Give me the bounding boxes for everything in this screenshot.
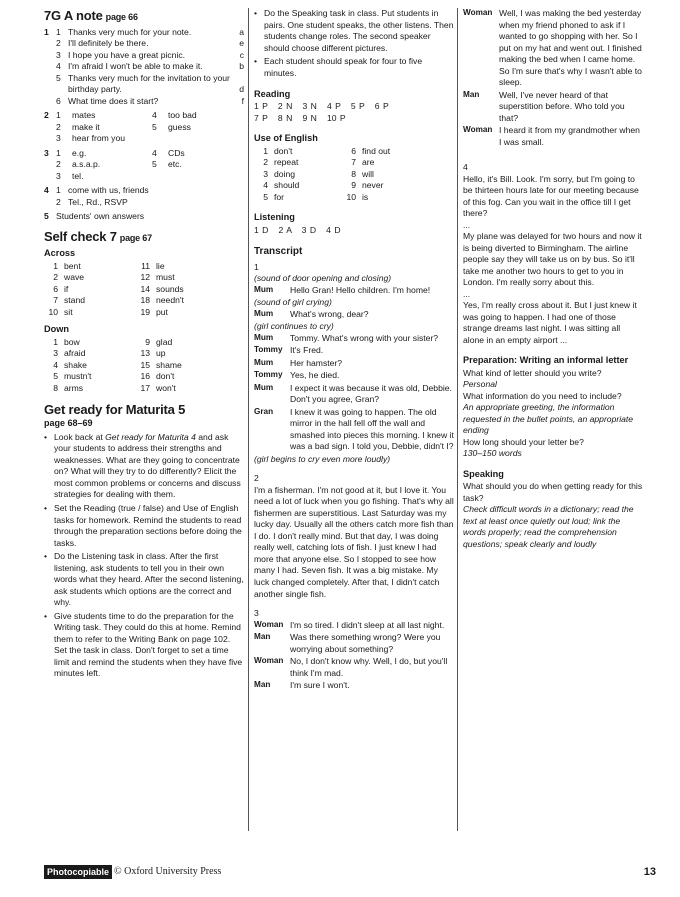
- item-number: [152, 133, 164, 145]
- item-number: 4: [263, 180, 268, 191]
- list-item: [56, 96, 244, 108]
- list-item: [136, 284, 244, 296]
- dialogue-line: Woman I'm so tired. I didn't sleep at all last night.: [254, 619, 445, 630]
- item-number: 3: [263, 168, 268, 179]
- item-text: afraid: [64, 348, 86, 359]
- item-text: Thanks very much for the invitation to your birthday party.: [68, 72, 230, 95]
- item-number: 2: [56, 196, 61, 207]
- list-item: [56, 133, 148, 145]
- item-number: 2: [263, 157, 268, 168]
- page-number: 13: [643, 866, 656, 878]
- speaking-title: Speaking: [463, 468, 504, 479]
- item-number: 2: [56, 159, 61, 170]
- prep-answer: Personal: [463, 379, 497, 390]
- dialogue-line: Mum I expect it was because it was old, Debbie. Don't you agree, Gran?: [254, 382, 452, 405]
- item-number: 2: [56, 121, 61, 132]
- list-item: • Set the Reading (true / false) and Use of English tasks for homework. Remind the students to read through the preparation sections before doing the tasks.: [44, 503, 244, 549]
- down-label: Down: [44, 324, 70, 335]
- uoe-answers: [254, 146, 454, 204]
- item-number: 4: [152, 110, 157, 121]
- item-number: 3: [56, 170, 61, 181]
- list-item: [152, 110, 244, 122]
- item-text: sounds: [156, 283, 184, 294]
- list-item: [56, 122, 148, 134]
- item-answer: e: [239, 38, 244, 49]
- transcript-2-text: I'm a fisherman. I'm not good at it, but I love it. You need a lot of luck when you go fishing. That's why all fishermen are superstitious. Last Saturday was my lucky day. Usually all the others catch more fish than I do. I don't really mind. But that day, I was doing really well, catching lots of fish. I just knew I had more that anyone else. So I stopped to see how many I had. Seven fish. It was a big mistake. My luck changed completely. After that, I didn't catch another single fish.: [254, 484, 454, 599]
- list-item: [254, 157, 342, 169]
- dialogue-line: Gran I knew it was going to happen. The old mirror in the hall fell off the wall and smashed into pieces this morning. I knew it was a bad sign. I told you, Debbie, didn't I?: [254, 406, 454, 452]
- item-text: I'm afraid I won't be able to make it.: [68, 61, 203, 72]
- item-number: 5: [152, 121, 157, 132]
- list-item: [342, 146, 454, 158]
- item-text: should: [274, 180, 300, 191]
- item-text: shame: [156, 359, 182, 370]
- reading-answers-1: 1 P 2 N 3 N 4 P 5 P 6 P: [254, 101, 389, 112]
- list-item: • Look back at Get ready for Maturita 4 and ask your students to address their strengths and weaknesses. What are they going to concentrate on? What will they try to do differently? Elicit the most common problems or concerns and discuss strategies for dealing with them.: [44, 432, 244, 501]
- item-number: 9: [145, 336, 150, 347]
- exercise-3: 3 1 e.g. 4 CDs 2 a.s.a.p. 5 etc. 3 tel.: [44, 148, 244, 183]
- item-number: 1: [263, 145, 268, 156]
- item-number: 13: [140, 348, 150, 359]
- item-number: 5: [152, 159, 157, 170]
- list-item: [136, 348, 244, 360]
- prep-title: Preparation: Writing an informal letter: [463, 355, 629, 366]
- item-text: is: [362, 191, 369, 202]
- ellipsis: ...: [463, 219, 471, 230]
- publisher: © Oxford University Press: [114, 866, 222, 877]
- list-item: [56, 50, 244, 62]
- dialogue-line: Mum Hello Gran! Hello children. I'm home!: [254, 284, 431, 295]
- item-number: 3: [56, 49, 61, 60]
- item-text: won't: [156, 382, 176, 393]
- item-answer: b: [239, 61, 244, 72]
- item-number: 4: [53, 359, 58, 370]
- dialogue-line: Tommy Yes, he died.: [254, 370, 340, 381]
- list-item: [136, 307, 244, 319]
- item-text: for: [274, 191, 285, 202]
- list-item: [136, 360, 244, 372]
- list-item: • Do the Speaking task in class. Put students in pairs. One student speaks, the other listens. Then students change roles. The second speaker should choose different pictures.: [254, 8, 454, 54]
- item-number: 6: [351, 145, 356, 156]
- item-text: tel.: [72, 170, 84, 181]
- item-text: must: [156, 272, 175, 283]
- item-number: 9: [351, 180, 356, 191]
- item-text: e.g.: [72, 147, 87, 158]
- speaking-question: What should you do when getting ready for this task?: [463, 481, 643, 503]
- item-number: 8: [53, 382, 58, 393]
- item-text: guess: [168, 121, 191, 132]
- list-item: [56, 27, 244, 39]
- dialogue-line: Man Was there something wrong? Were you worrying about something?: [254, 632, 441, 654]
- list-item: [136, 371, 244, 383]
- item-text: make it: [72, 121, 100, 132]
- transcript-4-number: 4: [463, 162, 468, 173]
- item-text: bent: [64, 260, 81, 271]
- dialogue-line: Mum What's wrong, dear?: [254, 308, 369, 319]
- exercise-2: 2 1 mates 4 too bad 2 make it 5 guess 3 hear from you: [44, 110, 244, 145]
- list-item: [136, 295, 244, 307]
- list-item: [56, 159, 148, 171]
- list-item: • Do the Listening task in class. After the first listening, ask students to tell you in their own words what they heard. After the second listening, ask students which options are the correct and why.: [44, 551, 244, 609]
- footer: [44, 864, 656, 880]
- list-item: [342, 169, 454, 181]
- item-number: 12: [140, 272, 150, 283]
- item-text: [168, 133, 244, 145]
- list-item: [136, 272, 244, 284]
- list-item: [44, 284, 136, 296]
- list-item: [44, 360, 136, 372]
- item-number: 4: [152, 147, 157, 158]
- section-title-maturita: Get ready for Maturita 5: [44, 402, 186, 418]
- list-item: [342, 192, 454, 204]
- list-item: [44, 337, 136, 349]
- list-item: • Give students time to do the preparation for the Writing task. They could do this at home. Remind them to refer to the Writing Bank on page 102. Set the task in class. Don't forget to set a time limit and remind the students when they have five minutes left.: [44, 611, 244, 680]
- item-text: mates: [72, 110, 96, 121]
- item-number: 1: [53, 260, 58, 271]
- list-item: [342, 180, 454, 192]
- list-item: [152, 148, 244, 160]
- exercise-1: 1 1 Thanks very much for your note. a 2 I'll definitely be there. e 3 I hope you have a great picnic. c 4 I'm afraid I won't be able to make it. b 5 Thanks very much for the invitation to your birthday party. d 6 What time does it start? f: [44, 26, 244, 106]
- list-item: [254, 146, 342, 158]
- dialogue-line: Man Well, I've never heard of that superstition before. Who told you that?: [463, 89, 625, 123]
- transcript-title: Transcript: [254, 246, 303, 258]
- item-text: will: [362, 168, 374, 179]
- list-item: [342, 157, 454, 169]
- listening-answers: 1 D 2 A 3 D 4 D: [254, 224, 341, 235]
- transcript-4-p2: My plane was delayed for two hours and now it is being diverted to Birmingham. The airline people say they will take us on by bus. So it'll take me another two hours to get to you in London. I'm really sorry about this.: [463, 231, 642, 288]
- item-number: 8: [351, 168, 356, 179]
- list-item: [56, 110, 148, 122]
- speaking-bullets: [254, 8, 454, 79]
- item-text: Tel., Rd., RSVP: [68, 196, 128, 207]
- item-text: doing: [274, 168, 296, 179]
- list-item: [254, 169, 342, 181]
- item-text: never: [362, 180, 384, 191]
- item-answer: a: [239, 26, 244, 37]
- dialogue-line: Woman Well, I was making the bed yesterday when my friend phoned to ask if I wanted to go shopping with her. So I put on my hat and went out. I finished making the bed when I came home. So I'm sure that's why I wasn't able to sleep.: [463, 8, 642, 88]
- item-number: 5: [56, 72, 61, 83]
- item-number: 19: [140, 306, 150, 317]
- list-item: [152, 122, 244, 134]
- item-text: hear from you: [72, 133, 126, 144]
- list-item: [44, 383, 136, 395]
- item-answer: c: [239, 49, 244, 60]
- section-title-7g: 7G A note page 66: [44, 8, 138, 23]
- exercise-5: 5 Students' own answers: [44, 211, 145, 222]
- item-number: 3: [53, 348, 58, 359]
- photocopiable-badge: Photocopiable: [44, 865, 112, 879]
- item-text: [168, 171, 244, 183]
- item-number: 6: [56, 95, 61, 106]
- item-text: put: [156, 306, 168, 317]
- item-number: [152, 171, 164, 183]
- item-number: 1: [56, 26, 61, 37]
- item-number: 17: [140, 382, 150, 393]
- item-text: repeat: [274, 157, 299, 168]
- list-item: • Each student should speak for four to five minutes.: [254, 56, 454, 79]
- item-number: 7: [351, 157, 356, 168]
- prep-question: What kind of letter should you write?: [463, 367, 602, 378]
- item-number: 2: [56, 38, 61, 49]
- item-number: 11: [141, 260, 150, 271]
- item-answer: f: [241, 95, 244, 106]
- list-item: [136, 261, 244, 273]
- item-number: 15: [140, 359, 150, 370]
- item-text: a.s.a.p.: [72, 159, 101, 170]
- item-text: don't: [156, 371, 175, 382]
- item-text: too bad: [168, 110, 197, 121]
- prep-answer: An appropriate greeting, the information requested in the bullet points, an appropriate ending: [463, 402, 634, 436]
- stage-direction: (sound of girl crying): [254, 297, 332, 308]
- item-number: 1: [53, 336, 58, 347]
- item-text: needn't: [156, 295, 184, 306]
- list-item: [56, 61, 244, 73]
- item-text: sit: [64, 306, 73, 317]
- ellipsis: ...: [463, 288, 471, 299]
- item-text: etc.: [168, 159, 182, 170]
- exercise-4: 4 1 come with us, friends 2 Tel., Rd., RSVP: [44, 185, 244, 208]
- list-item: [44, 348, 136, 360]
- item-text: up: [156, 348, 166, 359]
- item-number: 1: [56, 185, 61, 196]
- list-item: [152, 133, 244, 145]
- list-item: [56, 73, 244, 96]
- list-item: [56, 148, 148, 160]
- item-number: 18: [140, 295, 150, 306]
- item-text: are: [362, 157, 375, 168]
- item-number: 4: [56, 61, 61, 72]
- transcript-2-number: 2: [254, 473, 259, 484]
- transcript-3-number: 3: [254, 608, 259, 619]
- across-label: Across: [44, 248, 76, 259]
- item-number: 5: [263, 191, 268, 202]
- item-text: I'll definitely be there.: [68, 38, 149, 49]
- item-text: bow: [64, 336, 80, 347]
- item-number: 1: [56, 147, 61, 158]
- item-text: find out: [362, 145, 391, 156]
- item-number: 1: [56, 110, 61, 121]
- item-text: Thanks very much for your note.: [68, 26, 192, 37]
- item-text: shake: [64, 359, 87, 370]
- item-number: 6: [53, 283, 58, 294]
- list-item: [56, 38, 244, 50]
- item-text: come with us, friends: [68, 185, 149, 196]
- transcript-1-number: 1: [254, 261, 259, 272]
- list-item: [254, 180, 342, 192]
- item-number: 7: [53, 295, 58, 306]
- dialogue-line: Mum Tommy. What's wrong with your sister?: [254, 332, 439, 343]
- column-1: [44, 8, 244, 682]
- speaking-answer: Check difficult words in a dictionary; read the text at least once quietly out loud; link the words properly; read the comprehension questions; speak clearly and loudly: [463, 504, 634, 549]
- item-number: 16: [140, 371, 150, 382]
- transcript-4-p3: Yes, I'm really cross about it. But I just knew it was going to happen. I had one of those strange dreams last night. I was sitting all alone in an empty airport ...: [463, 300, 637, 345]
- prep-answer: 130–150 words: [463, 448, 522, 459]
- uoe-label: Use of English: [254, 133, 318, 144]
- item-text: I hope you have a great picnic.: [68, 49, 186, 60]
- item-answer: d: [239, 84, 244, 95]
- item-text: don't: [274, 145, 293, 156]
- reading-label: Reading: [254, 89, 291, 100]
- column-2: [254, 8, 454, 693]
- list-item: [56, 197, 244, 209]
- across-answers: [44, 261, 244, 319]
- dialogue-line: Woman No, I don't know why. Well, I do, but you'll think I'm mad.: [254, 656, 448, 678]
- list-item: [254, 192, 342, 204]
- down-answers: [44, 337, 244, 395]
- item-number: 14: [140, 283, 150, 294]
- list-item: [152, 171, 244, 183]
- prep-question: How long should your letter be?: [463, 436, 584, 447]
- list-item: [44, 307, 136, 319]
- section-title-selfcheck: Self check 7 page 67: [44, 228, 152, 244]
- item-text: stand: [64, 295, 86, 306]
- item-text: mustn't: [64, 371, 92, 382]
- transcript-4-p1: Hello, it's Bill. Look. I'm sorry, but I'm going to be thirteen hours late for our meeting because of this fog. Can you wait in the office till I get there?: [463, 173, 639, 219]
- item-text: lie: [156, 260, 165, 271]
- list-item: [44, 272, 136, 284]
- prep-question: What information do you need to include?: [463, 390, 622, 401]
- list-item: [152, 159, 244, 171]
- item-text: What time does it start?: [68, 95, 159, 106]
- item-text: arms: [64, 382, 84, 393]
- stage-direction: (girl begins to cry even more loudly): [254, 453, 391, 464]
- list-item: [136, 383, 244, 395]
- stage-direction: (girl continues to cry): [254, 321, 334, 332]
- dialogue-line: Man I'm sure I won't.: [254, 680, 350, 691]
- list-item: [56, 171, 148, 183]
- item-number: 10: [346, 191, 356, 202]
- dialogue-line: Mum Her hamster?: [254, 357, 343, 368]
- column-3: [463, 8, 643, 550]
- item-text: wave: [64, 272, 85, 283]
- item-text: CDs: [168, 147, 185, 158]
- item-number: 10: [48, 306, 58, 317]
- list-item: [44, 261, 136, 273]
- dialogue-line: Woman I heard it from my grandmother when I was small.: [463, 125, 640, 147]
- list-item: [136, 337, 244, 349]
- column-divider-1: [248, 8, 249, 831]
- item-text: if: [64, 283, 69, 294]
- reading-answers-2: 7 P 8 N 9 N 10 P: [254, 112, 346, 123]
- maturita-pages: page 68–69: [44, 417, 93, 428]
- dialogue-line: Tommy It's Fred.: [254, 345, 324, 356]
- listening-label: Listening: [254, 212, 295, 223]
- list-item: [44, 295, 136, 307]
- column-divider-2: [457, 8, 458, 831]
- item-number: 3: [56, 133, 61, 144]
- list-item: [56, 185, 244, 197]
- item-text: glad: [156, 336, 173, 347]
- item-number: 5: [53, 371, 58, 382]
- item-number: 2: [53, 272, 58, 283]
- list-item: [44, 371, 136, 383]
- maturita-bullets: [44, 432, 244, 680]
- stage-direction: (sound of door opening and closing): [254, 273, 392, 284]
